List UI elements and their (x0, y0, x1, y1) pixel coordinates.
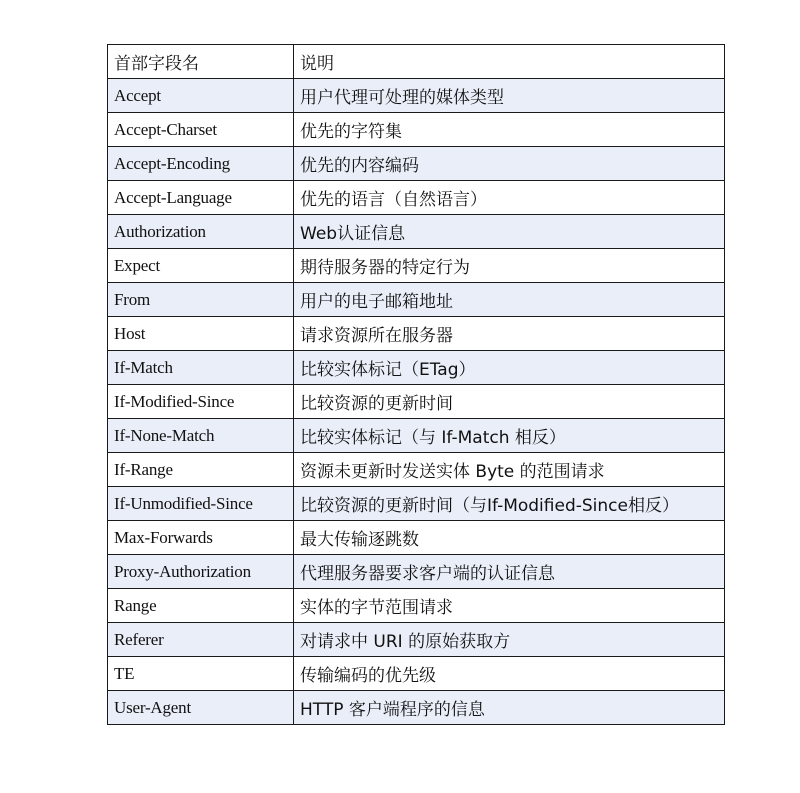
header-description-cell: 实体的字节范围请求 (294, 589, 725, 623)
header-description-cell: 请求资源所在服务器 (294, 317, 725, 351)
header-description-cell: 优先的字符集 (294, 113, 725, 147)
table-body (108, 79, 725, 725)
table-row (108, 453, 725, 487)
column-header-description: 说明 (294, 45, 725, 79)
table-row (108, 283, 725, 317)
header-field-name-cell: Accept-Encoding (108, 147, 294, 181)
header-description-cell: 代理服务器要求客户端的认证信息 (294, 555, 725, 589)
header-description-cell: 优先的语言（自然语言） (294, 181, 725, 215)
table-row (108, 623, 725, 657)
header-description-cell: 比较实体标记（与 If-Match 相反） (294, 419, 725, 453)
header-description-cell: Web认证信息 (294, 215, 725, 249)
table-row (108, 691, 725, 725)
header-description-cell: 传输编码的优先级 (294, 657, 725, 691)
header-field-name-cell: Referer (108, 623, 294, 657)
table-row (108, 521, 725, 555)
table-row (108, 113, 725, 147)
table-row (108, 589, 725, 623)
header-field-name-cell: If-Range (108, 453, 294, 487)
header-description-cell: 期待服务器的特定行为 (294, 249, 725, 283)
header-field-name-cell: TE (108, 657, 294, 691)
table-row (108, 215, 725, 249)
header-field-name-cell: Max-Forwards (108, 521, 294, 555)
table-header-row (108, 45, 725, 79)
table-head (108, 45, 725, 79)
header-field-name-cell: Accept (108, 79, 294, 113)
header-field-name-cell: Host (108, 317, 294, 351)
header-field-name-cell: Accept-Charset (108, 113, 294, 147)
header-field-name-cell: User-Agent (108, 691, 294, 725)
table-row (108, 317, 725, 351)
header-field-name-cell: From (108, 283, 294, 317)
table-row (108, 657, 725, 691)
header-description-cell: 比较资源的更新时间 (294, 385, 725, 419)
request-header-table (107, 44, 725, 725)
header-field-name-cell: If-None-Match (108, 419, 294, 453)
header-field-name-cell: If-Match (108, 351, 294, 385)
header-field-name-cell: Expect (108, 249, 294, 283)
table-row (108, 249, 725, 283)
header-field-name-cell: Range (108, 589, 294, 623)
table-row (108, 487, 725, 521)
header-description-cell: 资源未更新时发送实体 Byte 的范围请求 (294, 453, 725, 487)
header-description-cell: 比较资源的更新时间（与If-Modified-Since相反） (294, 487, 725, 521)
header-field-name-cell: Accept-Language (108, 181, 294, 215)
header-description-cell: 比较实体标记（ETag） (294, 351, 725, 385)
header-description-cell: 用户的电子邮箱地址 (294, 283, 725, 317)
header-field-name-cell: If-Unmodified-Since (108, 487, 294, 521)
header-description-cell: 用户代理可处理的媒体类型 (294, 79, 725, 113)
header-field-name-cell: Authorization (108, 215, 294, 249)
header-description-cell: 最大传输逐跳数 (294, 521, 725, 555)
table-row (108, 351, 725, 385)
header-description-cell: 对请求中 URI 的原始获取方 (294, 623, 725, 657)
table-row (108, 181, 725, 215)
table-row (108, 385, 725, 419)
header-field-name-cell: If-Modified-Since (108, 385, 294, 419)
table-row (108, 419, 725, 453)
column-header-field-name: 首部字段名 (108, 45, 294, 79)
header-field-name-cell: Proxy-Authorization (108, 555, 294, 589)
table-row (108, 79, 725, 113)
table-row (108, 147, 725, 181)
header-description-cell: HTTP 客户端程序的信息 (294, 691, 725, 725)
header-description-cell: 优先的内容编码 (294, 147, 725, 181)
table-row (108, 555, 725, 589)
